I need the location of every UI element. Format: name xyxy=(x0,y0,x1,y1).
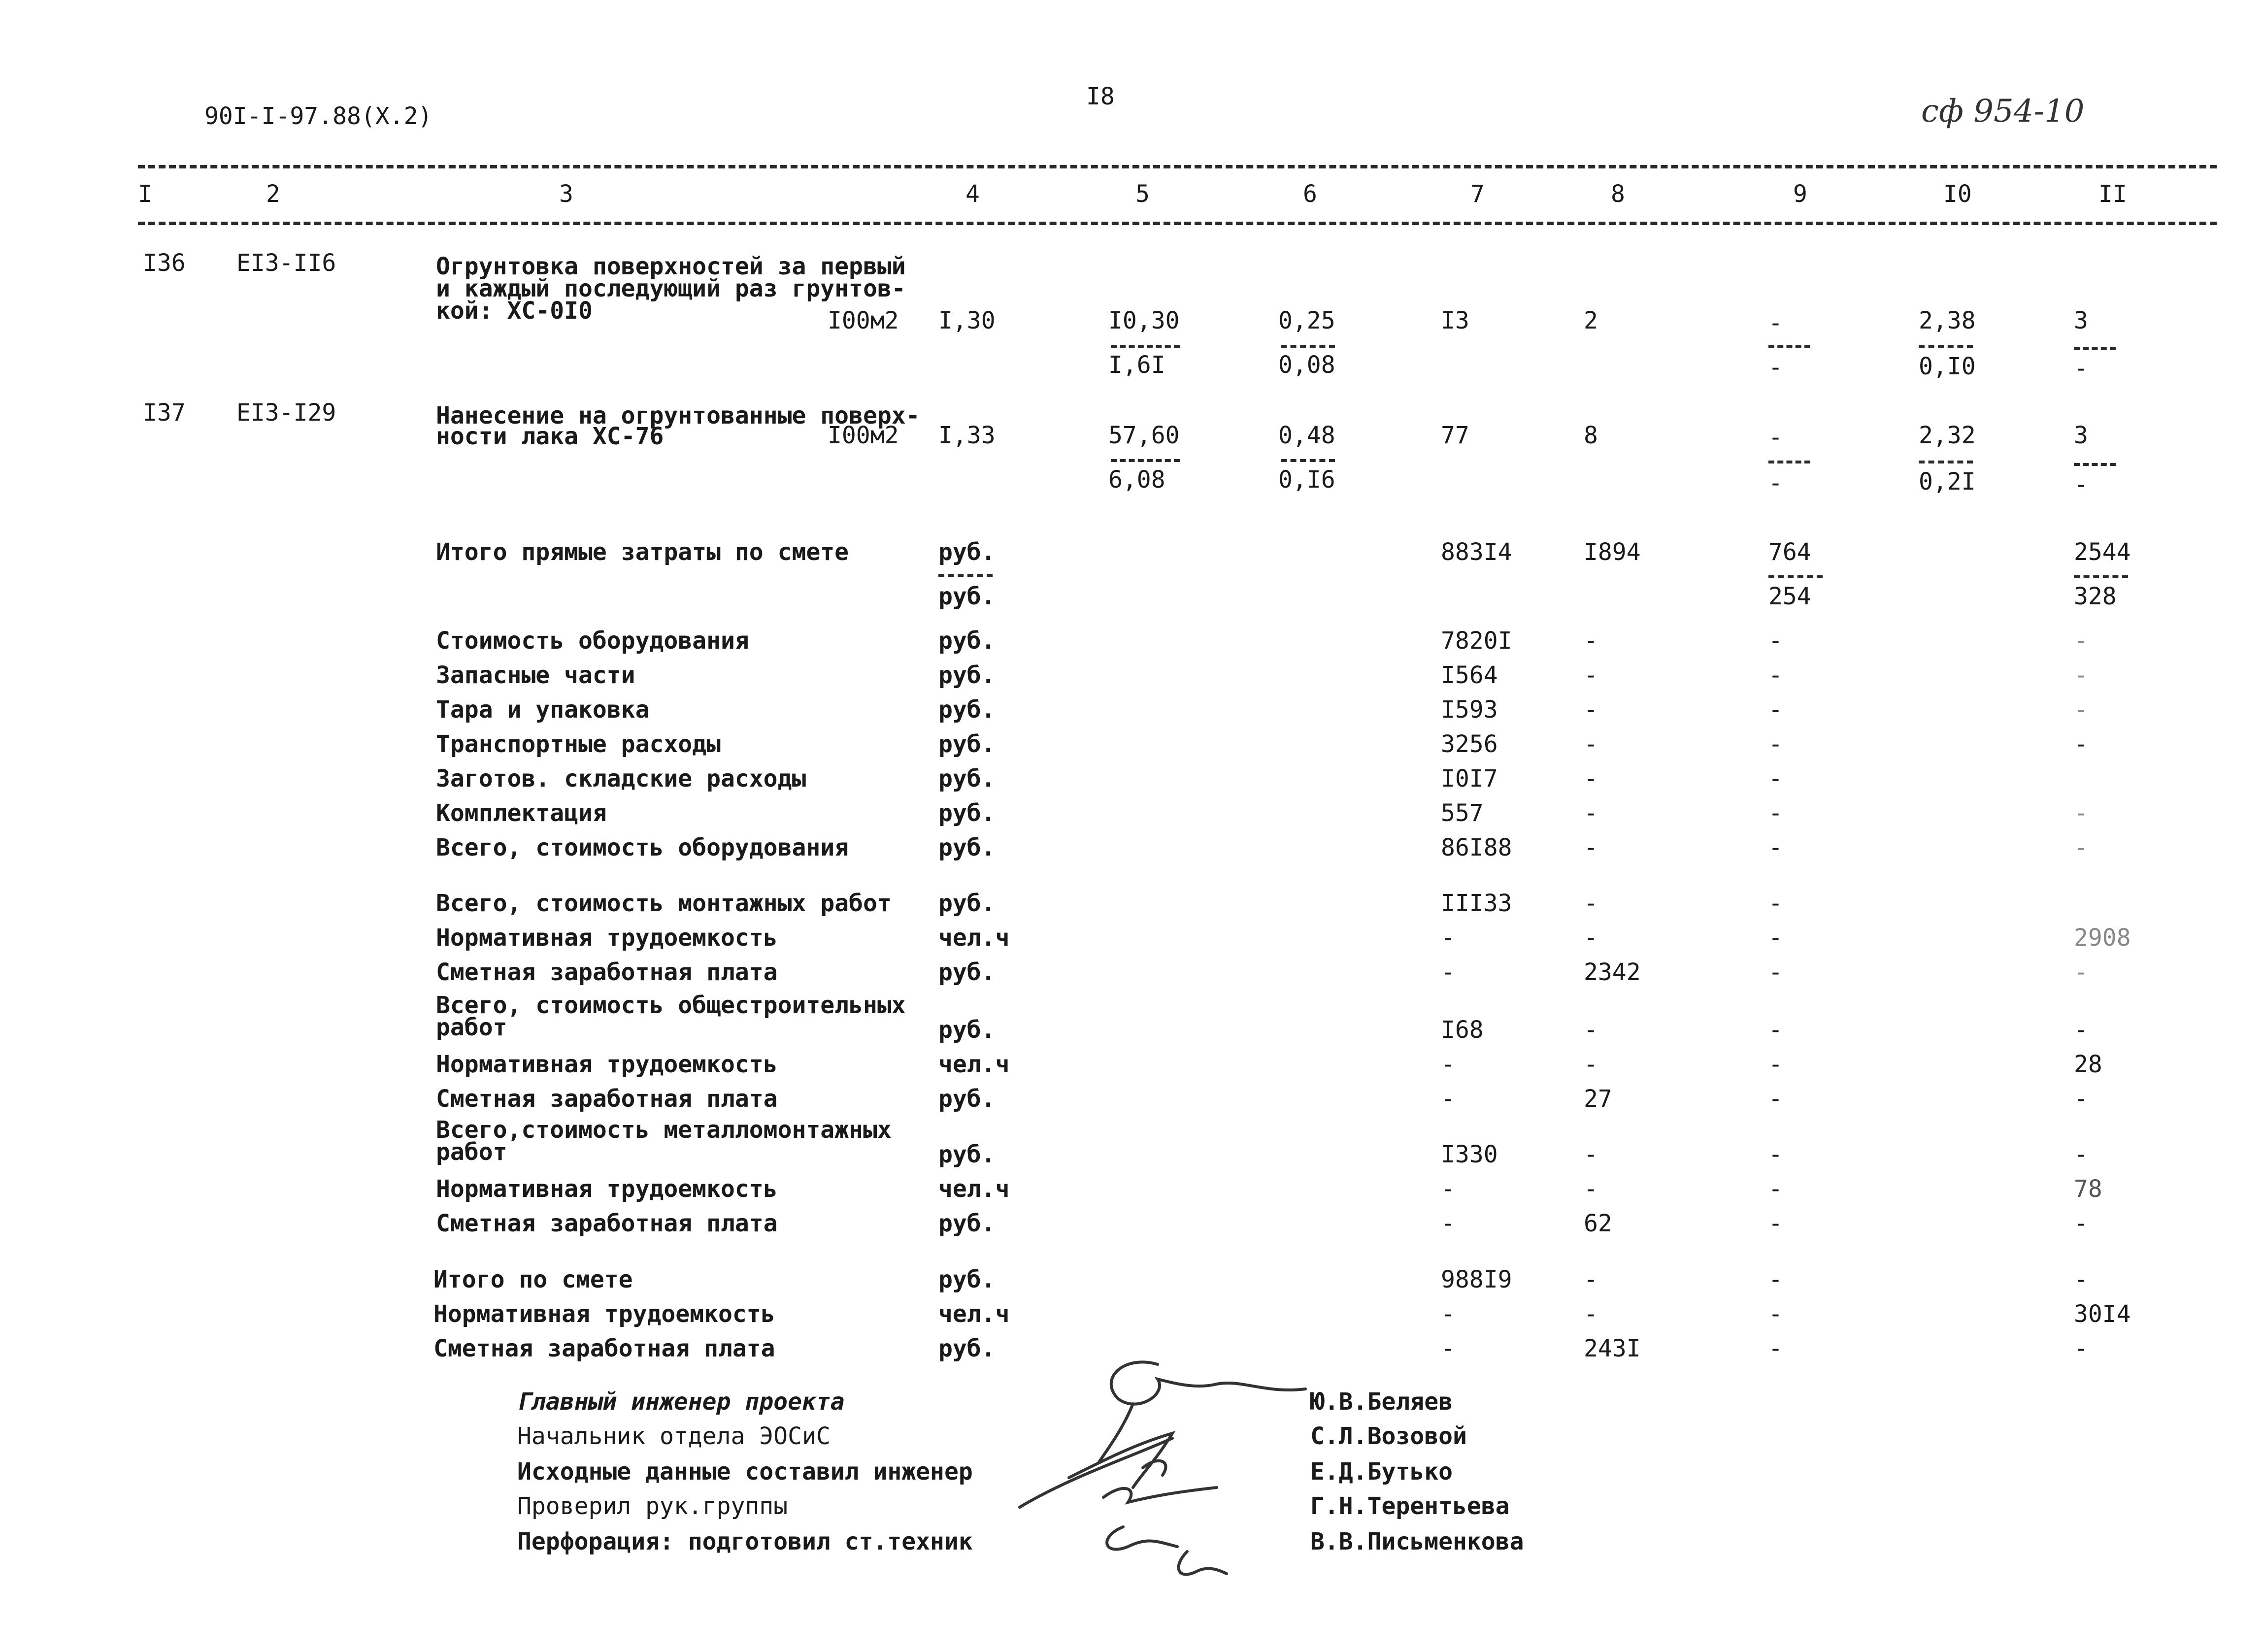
col11-value: 78 xyxy=(2074,1175,2102,1203)
col8-value: 8 xyxy=(1584,422,1598,449)
row-label-continuation: работ xyxy=(436,1138,507,1166)
col8-value: 2342 xyxy=(1584,958,1641,986)
fraction-rule xyxy=(2074,347,2116,350)
signatory-name: Г.Н.Терентьева xyxy=(1310,1492,1510,1520)
signatory-role: Проверил рук.группы xyxy=(517,1492,788,1520)
col8-value: - xyxy=(1584,1175,1598,1203)
col7-value: 77 xyxy=(1441,422,1469,449)
row-unit: руб. xyxy=(938,958,996,986)
col11-value: 2908 xyxy=(2074,924,2131,952)
header-top-rule xyxy=(138,165,2217,168)
header-bottom-rule xyxy=(138,222,2217,225)
entry-quantity: I,30 xyxy=(938,307,996,334)
col9-value: - xyxy=(1768,765,1783,793)
row-unit: руб. xyxy=(938,1016,996,1044)
row-label: Сметная заработная плата xyxy=(436,958,778,986)
col7-value: 86I88 xyxy=(1441,834,1512,861)
col11-value: - xyxy=(2074,661,2088,689)
row-unit: руб. xyxy=(938,1085,996,1113)
row-unit: руб. xyxy=(938,1335,996,1362)
col9-value: - xyxy=(1768,1085,1783,1113)
col11-value: - xyxy=(2074,958,2088,986)
col7-value: - xyxy=(1441,924,1455,952)
col-num-7: 7 xyxy=(1470,180,1485,208)
col9-value: - xyxy=(1768,1266,1783,1293)
col-num-4: 4 xyxy=(965,180,980,208)
signatory-name: В.В.Письменкова xyxy=(1310,1528,1524,1555)
signatory-name: Ю.В.Беляев xyxy=(1310,1388,1453,1416)
col9-top: - xyxy=(1768,309,1783,337)
col11-value: - xyxy=(2074,834,2088,861)
row-label: Нормативная трудоемкость xyxy=(436,924,778,952)
col11-value: - xyxy=(2074,730,2088,758)
col11-value: - xyxy=(2074,696,2088,724)
col9-bottom: - xyxy=(1768,354,1783,381)
fraction-rule xyxy=(1919,345,1973,348)
col8-value: - xyxy=(1584,1266,1598,1293)
entry-unit: I00м2 xyxy=(828,422,899,449)
page-number: I8 xyxy=(1086,83,1115,110)
row-unit: руб. xyxy=(938,890,996,917)
row-label: Сметная заработная плата xyxy=(436,1085,778,1113)
row-unit: руб. xyxy=(938,834,996,861)
row-label: Заготов. складские расходы xyxy=(436,765,806,793)
col5-bottom: 6,08 xyxy=(1108,466,1165,494)
signatory-name: Е.Д.Бутько xyxy=(1310,1458,1453,1486)
col8-value: - xyxy=(1584,730,1598,758)
col9-value: - xyxy=(1768,696,1783,724)
col8-value: 27 xyxy=(1584,1085,1612,1113)
col9-top: 764 xyxy=(1768,538,1811,566)
row-label: Нормативная трудоемкость xyxy=(433,1300,775,1328)
col8-value: 243I xyxy=(1584,1335,1641,1362)
col9-value: - xyxy=(1768,627,1783,655)
col8-value: - xyxy=(1584,890,1598,917)
entry-number: I36 xyxy=(143,249,186,277)
col11-top: 3 xyxy=(2074,422,2088,449)
col8-value: - xyxy=(1584,696,1598,724)
col-num-1: I xyxy=(138,180,152,208)
row-unit: руб. xyxy=(938,583,996,610)
row-unit: руб. xyxy=(938,730,996,758)
col8-value: - xyxy=(1584,661,1598,689)
col8-value: - xyxy=(1584,1051,1598,1078)
document-code: 90I-I-97.88(X.2) xyxy=(204,102,433,130)
col-num-8: 8 xyxy=(1611,180,1625,208)
col8-value: - xyxy=(1584,1300,1598,1328)
col11-value: - xyxy=(2074,1335,2088,1362)
col7-value: - xyxy=(1441,1085,1455,1113)
row-label: Всего, стоимость монтажных работ xyxy=(436,890,892,917)
col10-bottom: 0,I0 xyxy=(1919,353,1976,380)
fraction-rule xyxy=(1768,575,1823,578)
col7-value: I593 xyxy=(1441,696,1498,724)
col8-value: - xyxy=(1584,1016,1598,1044)
row-unit: руб. xyxy=(938,1210,996,1237)
col5-top: 57,60 xyxy=(1108,422,1180,449)
col7-value: I3 xyxy=(1441,307,1469,334)
entry-description-line: Нанесение на огрунтованные поверх- xyxy=(436,402,920,430)
col8-value: - xyxy=(1584,834,1598,861)
col11-value: - xyxy=(2074,627,2088,655)
row-label: Всего,стоимость металломонтажных xyxy=(436,1116,892,1144)
col11-top: 3 xyxy=(2074,307,2088,334)
col11-value: 30I4 xyxy=(2074,1300,2131,1328)
fraction-rule xyxy=(1111,459,1180,462)
row-unit: чел.ч xyxy=(938,924,1010,952)
row-unit: руб. xyxy=(938,765,996,793)
fraction-rule xyxy=(1768,461,1810,463)
col9-top: - xyxy=(1768,424,1783,451)
row-unit: руб. xyxy=(938,538,996,566)
entry-description-line: и каждый последующий раз грунтов- xyxy=(436,275,906,302)
entry-code: EI3-II6 xyxy=(236,249,336,277)
col11-value: - xyxy=(2074,799,2088,827)
fraction-rule xyxy=(1281,345,1335,348)
col7-value: 557 xyxy=(1441,799,1484,827)
col10-top: 2,38 xyxy=(1919,307,1976,334)
col-num-3: 3 xyxy=(559,180,573,208)
fraction-rule xyxy=(1919,461,1973,463)
col7-value: - xyxy=(1441,1210,1455,1237)
col9-value: - xyxy=(1768,730,1783,758)
col8-value: - xyxy=(1584,924,1598,952)
col9-value: - xyxy=(1768,1051,1783,1078)
archive-note: сф 954-10 xyxy=(1921,93,2085,130)
col6-bottom: 0,08 xyxy=(1278,351,1335,379)
col8-value: I894 xyxy=(1584,538,1641,566)
col7-value: 7820I xyxy=(1441,627,1512,655)
row-unit: чел.ч xyxy=(938,1051,1010,1078)
col9-value: - xyxy=(1768,1175,1783,1203)
col9-bottom: - xyxy=(1768,469,1783,497)
entry-code: EI3-I29 xyxy=(236,399,336,427)
col10-top: 2,32 xyxy=(1919,422,1976,449)
signatory-role: Перфорация: подготовил ст.техник xyxy=(517,1528,973,1555)
entry-description-line: кой: ХС-0I0 xyxy=(436,297,593,325)
col11-value: - xyxy=(2074,1085,2088,1113)
row-label: Транспортные расходы xyxy=(436,730,721,758)
row-label-continuation: работ xyxy=(436,1014,507,1041)
col9-value: - xyxy=(1768,1016,1783,1044)
row-label: Всего, стоимость общестроительных xyxy=(436,991,906,1019)
entry-unit: I00м2 xyxy=(828,307,899,334)
row-label: Всего, стоимость оборудования xyxy=(436,834,849,861)
row-label: Нормативная трудоемкость xyxy=(436,1051,778,1078)
signatory-role: Исходные данные составил инженер xyxy=(517,1458,973,1486)
row-unit: чел.ч xyxy=(938,1175,1010,1203)
row-label: Комплектация xyxy=(436,799,607,827)
col7-value: - xyxy=(1441,1051,1455,1078)
col9-value: - xyxy=(1768,890,1783,917)
col9-value: - xyxy=(1768,1210,1783,1237)
col-num-9: 9 xyxy=(1793,180,1807,208)
row-label: Сметная заработная плата xyxy=(433,1335,775,1362)
row-unit: руб. xyxy=(938,627,996,655)
col-num-6: 6 xyxy=(1303,180,1317,208)
col11-value: 28 xyxy=(2074,1051,2102,1078)
row-label: Нормативная трудоемкость xyxy=(436,1175,778,1203)
col7-value: - xyxy=(1441,1300,1455,1328)
col8-value: - xyxy=(1584,765,1598,793)
row-unit: руб. xyxy=(938,1266,996,1293)
col11-top: 2544 xyxy=(2074,538,2131,566)
entry-description-line: Огрунтовка поверхностей за первый xyxy=(436,253,906,280)
col11-value: - xyxy=(2074,1210,2088,1237)
col9-value: - xyxy=(1768,799,1783,827)
entry-quantity: I,33 xyxy=(938,422,996,449)
col7-value: 883I4 xyxy=(1441,538,1512,566)
handwritten-signatures xyxy=(1010,1350,1330,1586)
col7-value: I68 xyxy=(1441,1016,1484,1044)
row-label: Итого прямые затраты по смете xyxy=(436,538,849,566)
row-label: Сметная заработная плата xyxy=(436,1210,778,1237)
col11-bottom: 328 xyxy=(2074,583,2117,610)
col-num-10: I0 xyxy=(1943,180,1972,208)
row-unit: руб. xyxy=(938,661,996,689)
row-unit: чел.ч xyxy=(938,1300,1010,1328)
col11-bottom: - xyxy=(2074,355,2088,382)
col7-value: 3256 xyxy=(1441,730,1498,758)
col6-bottom: 0,I6 xyxy=(1278,466,1335,494)
fraction-rule xyxy=(1281,459,1335,462)
col11-bottom: - xyxy=(2074,471,2088,498)
row-label: Тара и упаковка xyxy=(436,696,650,724)
signatory-role: Главный инженер проекта xyxy=(517,1388,845,1416)
col-num-5: 5 xyxy=(1135,180,1150,208)
row-label: Стоимость оборудования xyxy=(436,627,749,655)
row-label: Итого по смете xyxy=(433,1266,633,1293)
col7-value: I564 xyxy=(1441,661,1498,689)
entry-description-line: ности лака ХС-76 xyxy=(436,423,664,450)
fraction-rule xyxy=(2074,575,2128,578)
col8-value: 2 xyxy=(1584,307,1598,334)
col7-value: III33 xyxy=(1441,890,1512,917)
col5-bottom: I,6I xyxy=(1108,351,1165,379)
col7-value: 988I9 xyxy=(1441,1266,1512,1293)
col8-value: 62 xyxy=(1584,1210,1612,1237)
col7-value: - xyxy=(1441,1335,1455,1362)
col9-value: - xyxy=(1768,1335,1783,1362)
col6-top: 0,25 xyxy=(1278,307,1335,334)
col-num-2: 2 xyxy=(266,180,280,208)
row-unit: руб. xyxy=(938,1141,996,1168)
row-label: Запасные части xyxy=(436,661,635,689)
entry-number: I37 xyxy=(143,399,186,427)
col8-value: - xyxy=(1584,799,1598,827)
row-unit: руб. xyxy=(938,799,996,827)
col9-value: - xyxy=(1768,1141,1783,1168)
fraction-rule xyxy=(938,574,993,577)
col11-value: - xyxy=(2074,1016,2088,1044)
col9-value: - xyxy=(1768,661,1783,689)
signatory-name: С.Л.Возовой xyxy=(1310,1422,1467,1450)
signatory-role: Начальник отдела ЭОСиС xyxy=(517,1422,831,1450)
fraction-rule xyxy=(1111,345,1180,348)
fraction-rule xyxy=(1768,345,1810,348)
col8-value: - xyxy=(1584,627,1598,655)
col7-value: I0I7 xyxy=(1441,765,1498,793)
col11-value: - xyxy=(2074,1141,2088,1168)
col6-top: 0,48 xyxy=(1278,422,1335,449)
col5-top: I0,30 xyxy=(1108,307,1180,334)
col9-bottom: 254 xyxy=(1768,583,1811,610)
col7-value: I330 xyxy=(1441,1141,1498,1168)
col11-value: - xyxy=(2074,1266,2088,1293)
col9-value: - xyxy=(1768,958,1783,986)
col10-bottom: 0,2I xyxy=(1919,468,1976,496)
col7-value: - xyxy=(1441,958,1455,986)
fraction-rule xyxy=(2074,463,2116,466)
row-unit: руб. xyxy=(938,696,996,724)
col7-value: - xyxy=(1441,1175,1455,1203)
col9-value: - xyxy=(1768,834,1783,861)
col9-value: - xyxy=(1768,1300,1783,1328)
col9-value: - xyxy=(1768,924,1783,952)
col8-value: - xyxy=(1584,1141,1598,1168)
col-num-11: II xyxy=(2098,180,2127,208)
